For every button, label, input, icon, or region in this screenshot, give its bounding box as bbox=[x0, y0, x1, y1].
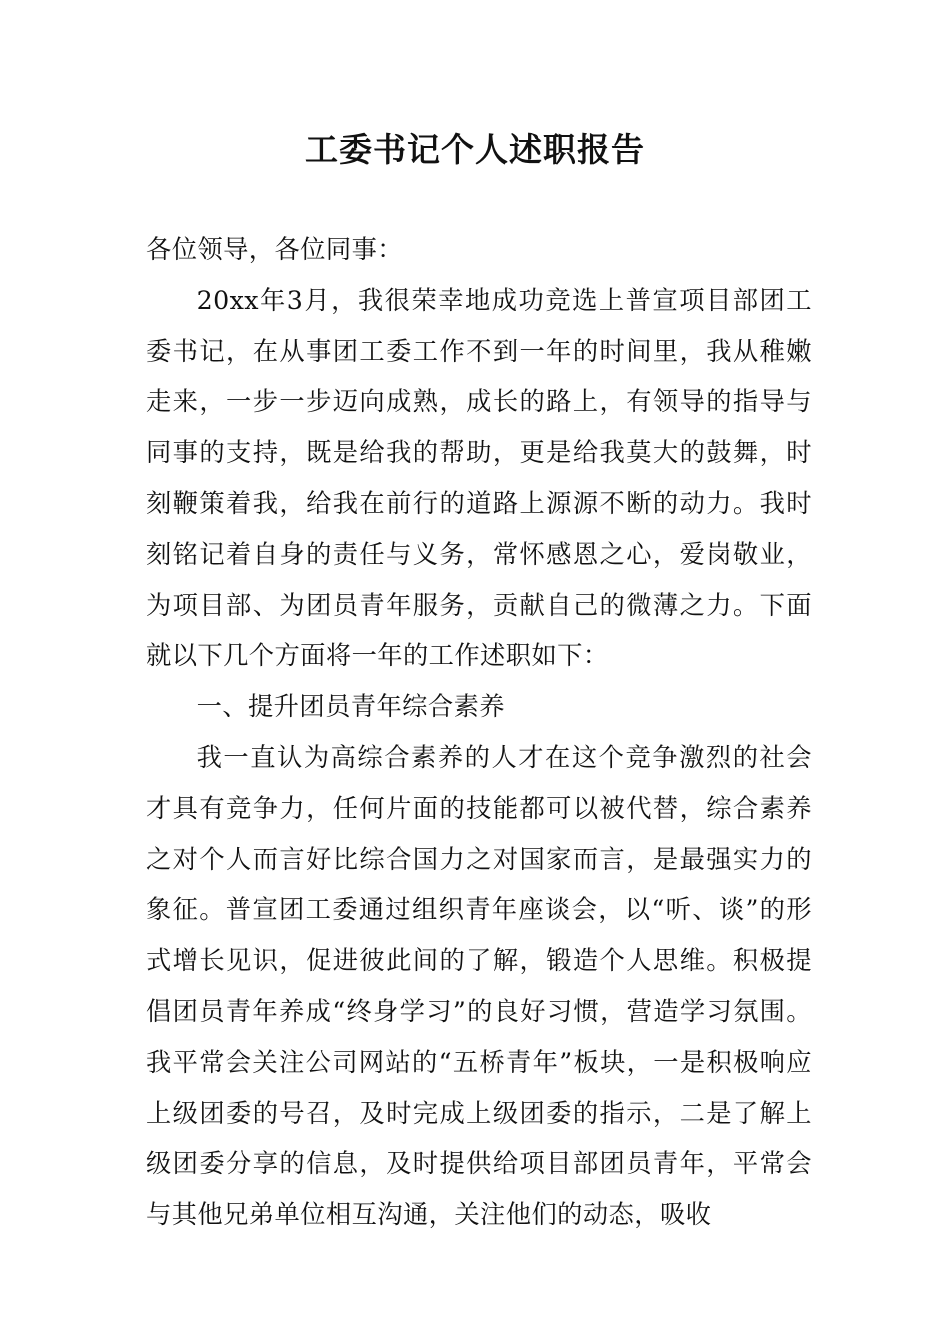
document-title: 工委书记个人述职报告 bbox=[305, 130, 645, 169]
section-heading: 一、提升团员青年综合素养 bbox=[196, 692, 505, 722]
section-paragraph: 我一直认为高综合素养的人才在这个竞争激烈的社会才具有竞争力，任何片面的技能都可以被代替，综合素养之对个人而言好比综合国力之对国家而言，是最强实力的象征。普宣团工委通过组织青年座谈会，以“听、谈”的形式增长见识，促进彼此间的了解，锻造个人思维。积极提倡团员青年养成“终身学习”的良好习惯，营造学习氛围。我平常会关注公司网站的“五桥青年”板块，一是积极响应上级团委的号召，及时完成上级团委的指示，二是了解上级团委分享的信息，及时提供给项目部团员青年，平常会与其他兄弟单位相互沟通，关注他们的动态，吸收 bbox=[146, 742, 812, 1230]
document-body bbox=[146, 225, 812, 1241]
intro-paragraph: 20xx年3月，我很荣幸地成功竞选上普宣项目部团工委书记，在从事团工委工作不到一年的时间里，我从稚嫩走来，一步一步迈向成熟，成长的路上，有领导的指导与同事的支持，既是给我的帮助，更是给我莫大的鼓舞，时刻鞭策着我，给我在前行的道路上源源不断的动力。我时刻铭记着自身的责任与义务，常怀感恩之心，爱岗敬业，为项目部、为团员青年服务，贡献自己的微薄之力。下面就以下几个方面将一年的工作述职如下： bbox=[146, 285, 812, 671]
salutation: 各位领导，各位同事： bbox=[146, 235, 403, 264]
